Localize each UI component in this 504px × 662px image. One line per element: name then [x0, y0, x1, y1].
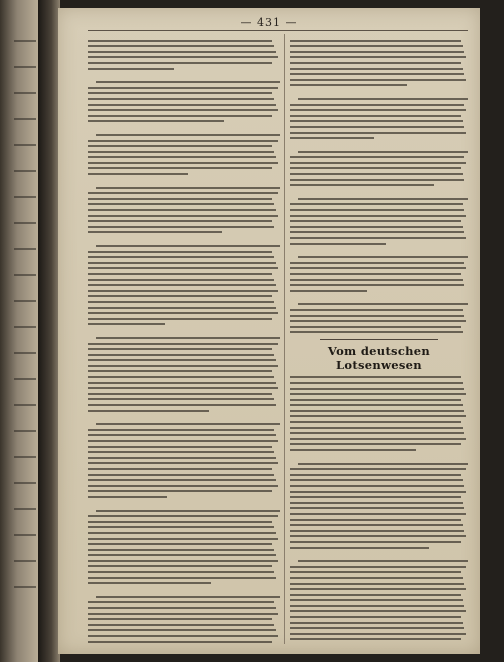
- text-line: [88, 151, 274, 153]
- text-line: [290, 203, 463, 205]
- text-line: [88, 410, 209, 412]
- text-line: [290, 279, 463, 281]
- text-line: [290, 179, 464, 181]
- text-line: [88, 629, 276, 631]
- text-line: [290, 226, 463, 228]
- text-line: [290, 215, 466, 217]
- text-line: [290, 547, 429, 549]
- text-line: [290, 376, 461, 378]
- text-line: [290, 393, 466, 395]
- text-line: [88, 582, 211, 584]
- text-line: [290, 273, 461, 275]
- text-line: [88, 393, 272, 395]
- text-line: [290, 56, 466, 58]
- text-line: [298, 198, 468, 200]
- text-line: [88, 485, 278, 487]
- text-line: [290, 231, 464, 233]
- text-line: [290, 524, 463, 526]
- text-line: [290, 496, 461, 498]
- paragraph-gap: [88, 122, 280, 130]
- text-line: [88, 613, 278, 615]
- text-line: [290, 404, 463, 406]
- paragraph-gap: [88, 70, 280, 78]
- text-line: [88, 323, 165, 325]
- text-line: [290, 84, 407, 86]
- text-line: [290, 443, 461, 445]
- text-line: [88, 565, 272, 567]
- text-line: [88, 318, 272, 320]
- book-gutter: [38, 0, 60, 662]
- text-line: [290, 588, 466, 590]
- text-line: [88, 68, 174, 70]
- text-line: [88, 312, 278, 314]
- left-column-text: [88, 40, 280, 644]
- text-line: [88, 104, 276, 106]
- text-line: [88, 618, 272, 620]
- text-line: [88, 290, 278, 292]
- text-line: [290, 126, 464, 128]
- text-line: [290, 40, 461, 42]
- article-title: Vom deutschen Lotsenwesen: [327, 344, 431, 373]
- text-line: [290, 438, 466, 440]
- text-line: [88, 87, 278, 89]
- text-line: [290, 331, 463, 333]
- text-line: [88, 343, 278, 345]
- text-line: [88, 98, 274, 100]
- text-line: [290, 530, 464, 532]
- text-line: [96, 187, 280, 189]
- text-line: [88, 198, 272, 200]
- text-line: [88, 387, 278, 389]
- text-line: [88, 474, 274, 476]
- text-line: [88, 571, 274, 573]
- text-line: [290, 315, 464, 317]
- text-line: [290, 284, 464, 286]
- page-number: — 431 —: [240, 16, 298, 29]
- text-line: [298, 256, 468, 258]
- paragraph-gap: [290, 549, 468, 557]
- text-line: [290, 594, 461, 596]
- text-line: [290, 571, 461, 573]
- text-line: [88, 173, 188, 175]
- text-line: [88, 120, 224, 122]
- text-line: [290, 468, 466, 470]
- text-line: [290, 415, 466, 417]
- text-line: [88, 457, 276, 459]
- text-line: [290, 474, 461, 476]
- text-line: [290, 382, 463, 384]
- text-line: [88, 145, 272, 147]
- text-line: [290, 167, 461, 169]
- text-line: [88, 267, 278, 269]
- text-line: [290, 633, 466, 635]
- text-line: [290, 237, 466, 239]
- text-line: [96, 596, 280, 598]
- text-line: [290, 267, 466, 269]
- text-line: [290, 519, 461, 521]
- text-line: [88, 490, 272, 492]
- text-line: [96, 134, 280, 136]
- text-line: [88, 192, 278, 194]
- text-line: [88, 560, 278, 562]
- text-line: [88, 262, 276, 264]
- text-line: [96, 510, 280, 512]
- text-line: [290, 262, 464, 264]
- text-line: [290, 309, 463, 311]
- text-line: [290, 535, 466, 537]
- text-line: [88, 231, 222, 233]
- text-line: [88, 226, 274, 228]
- text-line: [290, 610, 466, 612]
- text-line: [290, 115, 461, 117]
- text-line: [290, 290, 367, 292]
- text-line: [88, 543, 272, 545]
- text-line: [290, 616, 461, 618]
- text-line: [88, 549, 274, 551]
- text-line: [298, 303, 468, 305]
- text-line: [290, 583, 464, 585]
- text-line: [88, 479, 276, 481]
- text-line: [290, 104, 464, 106]
- text-line: [88, 641, 272, 643]
- text-line: [290, 566, 466, 568]
- paragraph-gap: [290, 451, 468, 459]
- text-line: [290, 432, 464, 434]
- text-line: [298, 98, 468, 100]
- text-line: [290, 485, 464, 487]
- text-line: [96, 81, 280, 83]
- text-line: [88, 167, 272, 169]
- text-line: [88, 295, 272, 297]
- text-line: [290, 243, 386, 245]
- text-line: [88, 220, 272, 222]
- text-line: [88, 354, 274, 356]
- text-line: [88, 376, 274, 378]
- right-column-text-top: [290, 40, 468, 334]
- text-line: [290, 45, 463, 47]
- text-line: [88, 382, 276, 384]
- book-page: [58, 8, 480, 654]
- text-line: [88, 140, 278, 142]
- text-line: [290, 79, 466, 81]
- text-line: [290, 479, 463, 481]
- text-line: [290, 427, 463, 429]
- text-line: [290, 507, 464, 509]
- header-rule: [88, 30, 468, 31]
- text-line: [88, 51, 276, 53]
- text-line: [88, 273, 272, 275]
- text-line: [290, 137, 374, 139]
- text-line: [88, 601, 274, 603]
- text-line: [88, 635, 278, 637]
- text-line: [88, 56, 278, 58]
- text-line: [290, 120, 463, 122]
- text-line: [88, 209, 276, 211]
- text-line: [88, 577, 276, 579]
- text-line: [88, 496, 167, 498]
- paragraph-gap: [290, 86, 468, 94]
- text-line: [88, 162, 278, 164]
- text-line: [290, 209, 464, 211]
- text-line: [290, 577, 463, 579]
- right-column-text-bottom: [290, 376, 468, 644]
- text-line: [88, 45, 274, 47]
- text-line: [88, 607, 276, 609]
- paragraph-gap: [88, 233, 280, 241]
- paragraph-gap: [290, 245, 468, 253]
- text-line: [88, 256, 274, 258]
- left-column: [88, 36, 280, 644]
- text-line: [88, 156, 276, 158]
- text-line: [88, 434, 276, 436]
- text-line: [88, 554, 276, 556]
- text-line: [88, 462, 278, 464]
- text-line: [290, 326, 461, 328]
- text-line: [88, 398, 274, 400]
- text-line: [88, 284, 276, 286]
- text-line: [88, 109, 278, 111]
- text-line: [88, 92, 272, 94]
- text-line: [290, 184, 434, 186]
- text-line: [88, 307, 276, 309]
- text-line: [290, 627, 464, 629]
- text-line: [290, 320, 466, 322]
- text-line: [88, 359, 276, 361]
- text-line: [88, 370, 272, 372]
- text-line: [88, 532, 276, 534]
- text-line: [88, 251, 272, 253]
- paragraph-gap: [290, 292, 468, 300]
- text-line: [88, 446, 272, 448]
- text-line: [290, 132, 466, 134]
- text-line: [290, 156, 464, 158]
- paragraph-gap: [88, 175, 280, 183]
- text-line: [290, 410, 464, 412]
- text-line: [88, 365, 278, 367]
- text-line: [290, 605, 464, 607]
- text-line: [298, 151, 468, 153]
- paragraph-gap: [88, 412, 280, 420]
- previous-page-edge: [0, 0, 38, 662]
- text-line: [88, 301, 274, 303]
- text-line: [88, 40, 272, 42]
- text-line: [88, 404, 276, 406]
- text-line: [88, 215, 278, 217]
- paragraph-gap: [290, 139, 468, 147]
- paragraph-gap: [88, 498, 280, 506]
- text-line: [96, 245, 280, 247]
- text-line: [96, 423, 280, 425]
- text-line: [290, 162, 466, 164]
- text-line: [88, 203, 274, 205]
- text-line: [290, 388, 464, 390]
- paragraph-gap: [88, 325, 280, 333]
- text-line: [88, 451, 274, 453]
- text-line: [88, 429, 274, 431]
- text-line: [88, 279, 274, 281]
- paragraph-gap: [290, 186, 468, 194]
- text-line: [88, 515, 278, 517]
- column-divider: [284, 34, 285, 644]
- text-line: [290, 51, 464, 53]
- text-line: [88, 440, 278, 442]
- text-line: [88, 115, 272, 117]
- text-line: [290, 622, 463, 624]
- text-line: [290, 599, 463, 601]
- text-line: [290, 173, 463, 175]
- text-line: [290, 109, 466, 111]
- text-line: [88, 624, 274, 626]
- text-line: [96, 337, 280, 339]
- text-line: [298, 560, 468, 562]
- text-line: [290, 513, 466, 515]
- text-line: [290, 68, 463, 70]
- text-line: [290, 502, 463, 504]
- paragraph-gap: [88, 584, 280, 592]
- text-line: [298, 463, 468, 465]
- text-line: [88, 521, 272, 523]
- text-line: [88, 62, 272, 64]
- text-line: [88, 468, 272, 470]
- text-line: [88, 348, 272, 350]
- text-line: [290, 449, 416, 451]
- text-line: [88, 526, 274, 528]
- text-line: [290, 491, 466, 493]
- text-line: [290, 541, 461, 543]
- text-line: [290, 421, 461, 423]
- text-line: [290, 220, 461, 222]
- text-line: [290, 62, 461, 64]
- text-line: [290, 73, 464, 75]
- text-line: [88, 538, 278, 540]
- text-line: [290, 638, 461, 640]
- right-column: [290, 36, 468, 644]
- text-line: [290, 399, 461, 401]
- section-rule: [320, 339, 438, 340]
